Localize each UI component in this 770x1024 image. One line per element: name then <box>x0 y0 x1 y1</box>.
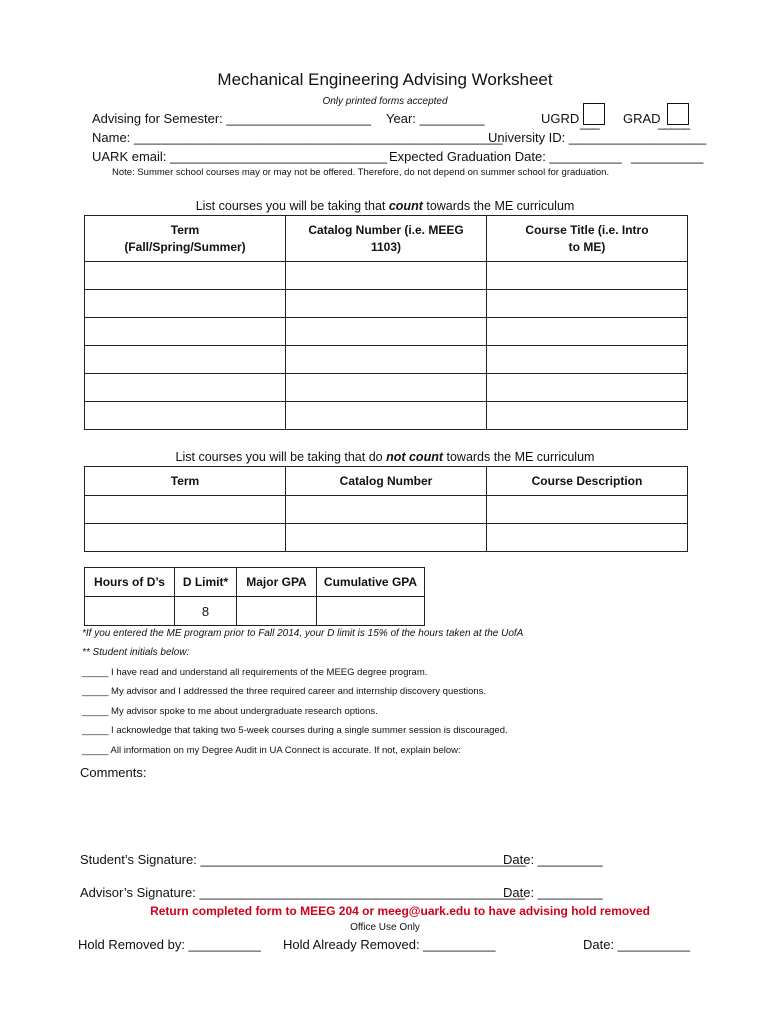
office-date-field[interactable]: Date: __________ <box>583 937 690 952</box>
ack-research-options[interactable]: _____ My advisor spoke to me about undergraduate research options. <box>82 706 378 717</box>
table-cell[interactable] <box>286 262 487 290</box>
form-subtitle: Only printed forms accepted <box>322 96 448 107</box>
d-limit-value: 8 <box>175 597 237 626</box>
table-cell[interactable] <box>487 402 688 430</box>
form-title: Mechanical Engineering Advising Worksheet <box>217 70 553 89</box>
table-cell[interactable] <box>286 402 487 430</box>
ack-degree-audit[interactable]: _____ All information on my Degree Audit in UA Connect is accurate. If not, explain below: <box>82 745 461 756</box>
count-table-caption: List courses you will be taking that count towards the ME curriculum <box>195 199 575 213</box>
table-row <box>85 496 688 524</box>
university-id-field[interactable]: University ID: ___________________ <box>488 130 707 145</box>
graduation-date-extra[interactable]: __________ <box>631 149 704 164</box>
table-cell[interactable] <box>286 496 487 524</box>
table-cell[interactable] <box>487 290 688 318</box>
gpa-header-major-gpa: Major GPA <box>237 568 317 597</box>
office-use-label: Office Use Only <box>350 922 420 933</box>
table-cell[interactable] <box>286 524 487 552</box>
major-gpa-cell[interactable] <box>237 597 317 626</box>
table-cell[interactable] <box>286 374 487 402</box>
nocount-courses-table <box>84 466 688 552</box>
nocount-header-catalog: Catalog Number <box>286 467 487 496</box>
cumulative-gpa-cell[interactable] <box>317 597 425 626</box>
ack-summer-courses[interactable]: _____ I acknowledge that taking two 5-week courses during a single summer session is discouraged. <box>82 725 508 736</box>
summer-note: Note: Summer school courses may or may not be offered. Therefore, do not depend on summer school for graduation. <box>112 167 610 178</box>
table-row <box>85 290 688 318</box>
count-header-term: Term (Fall/Spring/Summer) <box>85 216 286 262</box>
ugrd-label: UGRD <box>541 111 580 126</box>
table-cell[interactable] <box>85 346 286 374</box>
table-cell[interactable] <box>487 374 688 402</box>
advisor-signature-field[interactable]: Advisor’s Signature: _____________________________________________ <box>80 885 525 900</box>
table-cell[interactable] <box>487 496 688 524</box>
ack-requirements[interactable]: _____ I have read and understand all requirements of the MEEG degree program. <box>82 667 428 678</box>
table-cell[interactable] <box>85 524 286 552</box>
count-header-catalog: Catalog Number (i.e. MEEG 1103) <box>286 216 487 262</box>
advisor-date-field[interactable]: Date: _________ <box>503 885 603 900</box>
comments-label: Comments: <box>80 765 147 780</box>
return-notice: Return completed form to MEEG 204 or meeg@uark.edu to have advising hold removed <box>150 904 650 918</box>
gpa-header-hours-ds: Hours of D’s <box>85 568 175 597</box>
table-cell[interactable] <box>487 346 688 374</box>
hold-already-removed-field[interactable]: Hold Already Removed: __________ <box>283 937 496 952</box>
table-row <box>85 524 688 552</box>
initials-note: ** Student initials below: <box>82 647 190 658</box>
graduation-date-field[interactable]: Expected Graduation Date: __________ <box>389 149 622 164</box>
nocount-header-description: Course Description <box>487 467 688 496</box>
email-field[interactable]: UARK email: ______________________________ <box>92 149 387 164</box>
gpa-header-d-limit: D Limit* <box>175 568 237 597</box>
ack-career-questions[interactable]: _____ My advisor and I addressed the three required career and internship discovery questions. <box>82 686 486 697</box>
table-row <box>85 402 688 430</box>
table-cell[interactable] <box>487 318 688 346</box>
hours-ds-cell[interactable] <box>85 597 175 626</box>
table-cell[interactable] <box>85 374 286 402</box>
ugrd-line: ___ <box>580 115 599 130</box>
table-cell[interactable] <box>85 318 286 346</box>
grad-line: _____ <box>658 115 690 130</box>
count-header-title: Course Title (i.e. Intro to ME) <box>487 216 688 262</box>
grad-label: GRAD <box>623 111 661 126</box>
year-field[interactable]: Year: _________ <box>386 111 485 126</box>
name-field[interactable]: Name: ___________________________________________________ <box>92 130 503 145</box>
table-cell[interactable] <box>85 290 286 318</box>
table-cell[interactable] <box>487 524 688 552</box>
student-signature-field[interactable]: Student’s Signature: _____________________________________________ <box>80 852 526 867</box>
table-cell[interactable] <box>487 262 688 290</box>
gpa-table <box>84 567 425 626</box>
table-cell[interactable] <box>85 262 286 290</box>
table-row <box>85 374 688 402</box>
nocount-table-caption: List courses you will be taking that do not count towards the ME curriculum <box>175 450 595 464</box>
comments-area[interactable] <box>80 785 690 845</box>
count-courses-table <box>84 215 688 430</box>
d-limit-note: *If you entered the ME program prior to Fall 2014, your D limit is 15% of the hours taken at the UofA <box>82 628 524 639</box>
table-cell[interactable] <box>286 318 487 346</box>
table-row <box>85 597 425 626</box>
student-date-field[interactable]: Date: _________ <box>503 852 603 867</box>
hold-removed-field[interactable]: Hold Removed by: __________ <box>78 937 261 952</box>
gpa-header-cumulative-gpa: Cumulative GPA <box>317 568 425 597</box>
table-row <box>85 346 688 374</box>
table-cell[interactable] <box>85 496 286 524</box>
nocount-header-term: Term <box>85 467 286 496</box>
table-cell[interactable] <box>286 346 487 374</box>
table-cell[interactable] <box>85 402 286 430</box>
table-row <box>85 262 688 290</box>
table-cell[interactable] <box>286 290 487 318</box>
table-row <box>85 318 688 346</box>
semester-field[interactable]: Advising for Semester: ____________________ <box>92 111 371 126</box>
